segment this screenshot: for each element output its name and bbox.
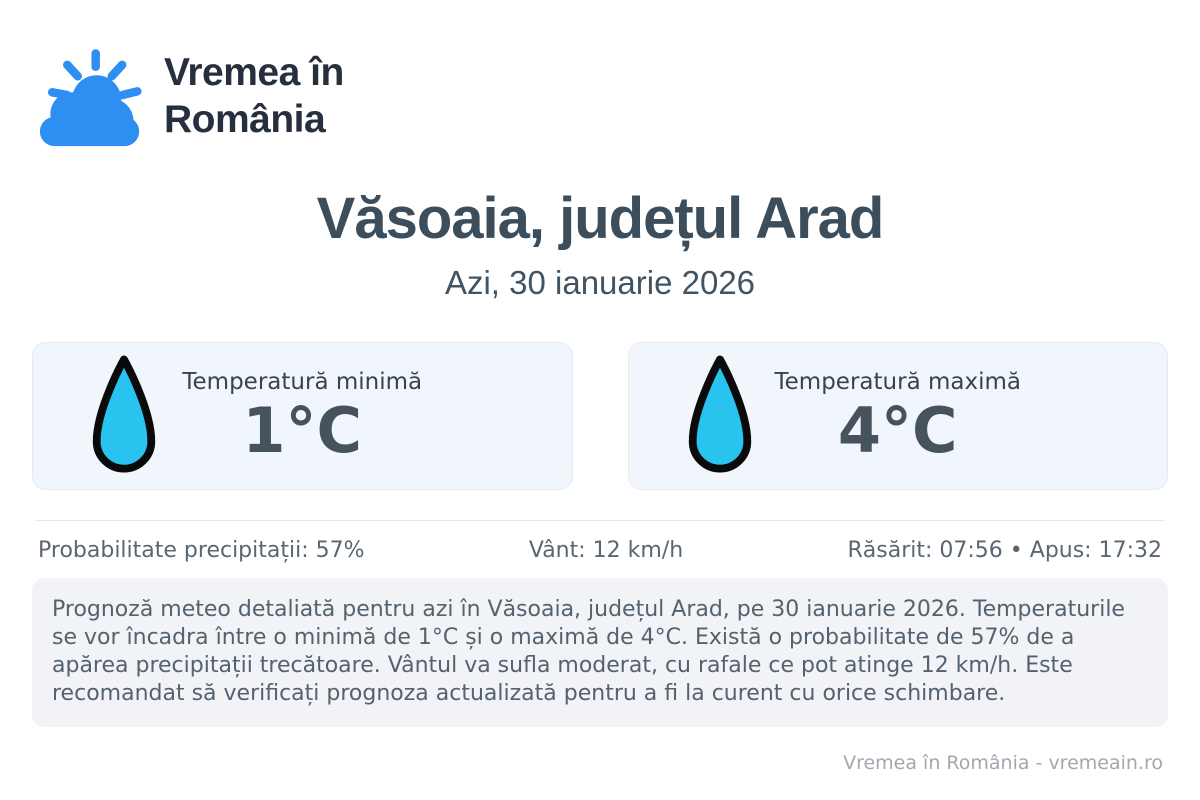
- brand-line2: România: [164, 98, 326, 141]
- stats-row: [38, 538, 1162, 563]
- max-temp-label: Temperatură maximă: [774, 369, 1021, 396]
- water-drop-icon: [85, 351, 163, 481]
- brand-header: [38, 44, 344, 150]
- brand-line1: Vremea în: [164, 51, 344, 95]
- max-temp-value: 4°C: [837, 394, 958, 468]
- min-temp-label: Temperatură minimă: [182, 369, 423, 396]
- footer-credit: Vremea în România - vremeain.ro: [843, 752, 1163, 774]
- min-temp-value: 1°C: [242, 394, 363, 468]
- sun-cloud-icon: [38, 44, 142, 150]
- max-temperature-card: [628, 342, 1169, 490]
- wind-stat: Vânt: 12 km/h: [528, 538, 684, 563]
- page-subtitle: Azi, 30 ianuarie 2026: [444, 264, 756, 301]
- sunrise-sunset-stat: Răsărit: 07:56 • Apus: 17:32: [847, 538, 1162, 563]
- water-drop-icon: [681, 351, 759, 481]
- precipitation-stat: Probabilitate precipitații: 57%: [38, 538, 365, 563]
- temperature-cards: [32, 342, 1168, 490]
- divider: [35, 520, 1165, 521]
- brand-title: [164, 50, 344, 144]
- min-temperature-card: [32, 342, 573, 490]
- forecast-description: Prognoză meteo detaliată pentru azi în Văsoaia, județul Arad, pe 30 ianuarie 2026. Temperaturile se vor încadra între o minimă de 1°C și o maximă de 4°C. Există o probabilitate de 57% de a apărea precipitații trecătoare. Vântul va sufla moderat, cu rafale ce pot atinge 12 km/h. Este recomandat să verificați prognoza actualizată pentru a fi la curent cu orice schimbare.: [32, 578, 1168, 727]
- page-title: Văsoaia, județul Arad: [316, 186, 884, 251]
